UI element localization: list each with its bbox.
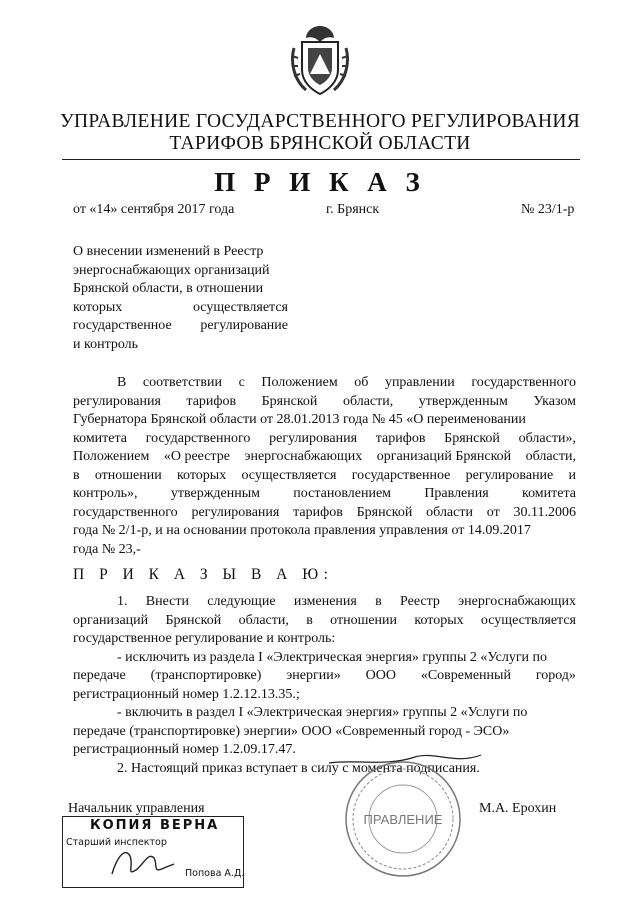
preamble-line: [73, 430, 576, 449]
word: государственное: [73, 318, 172, 333]
word: изменения: [293, 594, 357, 609]
word: комитета: [73, 430, 128, 446]
copy-stamp-title: КОПИЯ ВЕРНА: [90, 818, 220, 833]
word: Реестр: [400, 594, 440, 609]
word: организаций: [73, 612, 149, 628]
copy-stamp-name: Попова А.Д.: [185, 868, 245, 879]
word: Правления: [424, 486, 489, 501]
word: город»: [535, 668, 576, 683]
word: (транспортировке): [150, 668, 262, 683]
word: области»,: [518, 430, 576, 446]
coat-of-arms-icon: [288, 22, 352, 98]
subject-line: и контроль: [73, 336, 139, 352]
preamble-line: [73, 374, 576, 393]
signatory-role: Начальник управления: [68, 801, 205, 816]
preamble-line: Губернатора Брянской области от 28.01.2013 года № 45 «О переименовании: [73, 412, 526, 427]
word: регулирования: [269, 430, 358, 446]
word: энергии»: [286, 668, 341, 683]
signatory-name: М.А. Ерохин: [479, 801, 557, 816]
header-divider: [62, 159, 580, 160]
subject-line: О внесении изменений в Реестр: [73, 244, 264, 259]
word: утвержденным: [170, 486, 260, 501]
word: 30.11.2006: [513, 504, 576, 520]
order-line: государственное регулирование и контроль:: [73, 631, 336, 646]
word: «Современный: [420, 668, 511, 683]
word: с: [238, 375, 245, 390]
word: отношении: [330, 612, 398, 628]
order-line: [73, 667, 576, 686]
order-line: [73, 612, 576, 631]
word: следующие: [207, 594, 276, 609]
word: в: [306, 612, 313, 628]
word: регулирование: [200, 318, 288, 333]
order-number: № 23/1-р: [521, 202, 575, 217]
subject-line: энергоснабжающих организаций: [73, 262, 270, 278]
order-place: г. Брянск: [326, 202, 380, 217]
word: регулирования: [73, 393, 161, 409]
preamble-line: [73, 504, 576, 523]
word: тарифов: [375, 430, 426, 446]
word: государственного: [73, 504, 178, 520]
word: тарифов: [186, 393, 237, 409]
word: от: [486, 504, 500, 520]
word: Брянской: [356, 504, 413, 520]
word: области: [426, 504, 473, 520]
order-line: передаче (транспортировке) энергии» ООО «Современный город - ЭСО»: [73, 723, 510, 739]
word: государственного: [145, 430, 251, 446]
word: осуществляется: [192, 299, 288, 315]
preamble-line: [73, 448, 576, 467]
organization-name-line1: УПРАВЛЕНИЕ ГОСУДАРСТВЕННОГО РЕГУЛИРОВАНИЯ: [59, 111, 581, 132]
word: и: [568, 467, 576, 483]
official-seal: [342, 758, 464, 880]
word: регулирование: [465, 467, 554, 483]
seal-center-text: ПРАВЛЕНИЕ: [363, 812, 443, 827]
word: энергоснабжающих: [458, 594, 576, 609]
order-line: регистрационный номер 1.2.12.13.35.;: [73, 686, 300, 702]
word: управлении: [384, 375, 455, 390]
copy-stamp-role: Старший инспектор: [66, 837, 167, 848]
word: области,: [525, 449, 576, 464]
subject-line: [73, 317, 288, 336]
preamble-line: года № 2/1-р, и на основании протокола правления управления от 14.09.2017: [73, 523, 531, 538]
word: Положением: [261, 375, 338, 390]
copy-signature-scribble: [108, 844, 178, 880]
word: 1.: [117, 594, 128, 609]
word: передаче: [73, 668, 126, 683]
word: организаций Брянской: [376, 449, 512, 464]
word: которых: [414, 612, 464, 628]
word: комитета: [521, 486, 576, 501]
preamble-line: [73, 485, 576, 504]
word: области,: [342, 393, 394, 409]
word: соответствии: [142, 375, 223, 390]
orders-heading: П Р И К А З Ы В А Ю:: [73, 566, 334, 583]
word: регулирования: [191, 504, 280, 520]
order-date: от «14» сентября 2017 года: [73, 202, 235, 217]
preamble-paragraph: [73, 374, 576, 559]
organization-name-line2: ТАРИФОВ БРЯНСКОЙ ОБЛАСТИ: [169, 133, 471, 154]
order-line: регистрационный номер 1.2.09.17.47.: [73, 742, 296, 757]
word: осуществляется: [241, 467, 337, 483]
word: области,: [238, 612, 289, 628]
order-line: - исключить из раздела I «Электрическая энергия» группы 2 «Услуги по: [117, 649, 548, 665]
word: Брянской: [444, 430, 500, 446]
word: в: [73, 467, 80, 483]
word: которых: [73, 299, 123, 315]
word: контроль»,: [73, 486, 138, 501]
word: В: [117, 375, 127, 390]
word: государственное: [351, 467, 451, 483]
word: ООО: [365, 668, 396, 683]
word: отношении: [94, 467, 162, 483]
word: постановлением: [293, 486, 392, 501]
word: тарифов: [293, 504, 343, 520]
subject-line: [73, 299, 288, 318]
subject-line: Брянской области, в отношении: [73, 281, 264, 296]
order-line: 2. Настоящий приказ вступает в силу с момента подписания.: [117, 760, 480, 776]
word: Брянской: [261, 393, 318, 409]
document-type-title: П Р И К А З: [214, 167, 426, 197]
preamble-line: [73, 467, 576, 486]
word: осуществляется: [480, 612, 576, 628]
word: которых: [176, 467, 227, 483]
order-subject: [73, 243, 288, 354]
word: об: [354, 375, 369, 390]
word: Указом: [533, 393, 576, 409]
word: Внести: [145, 594, 189, 609]
word: «О реестре: [163, 449, 230, 464]
word: энергоснабжающих: [244, 449, 363, 464]
preamble-line: года № 23,-: [73, 541, 141, 557]
order-line: [73, 593, 576, 612]
word: государственного: [471, 375, 576, 390]
word: Положением: [73, 449, 150, 464]
word: Брянской: [165, 612, 222, 628]
preamble-line: [73, 393, 576, 412]
order-line: - включить в раздел I «Электрическая энергия» группы 2 «Услуги по: [117, 705, 528, 720]
word: в: [375, 594, 382, 609]
word: утвержденным: [418, 393, 508, 409]
